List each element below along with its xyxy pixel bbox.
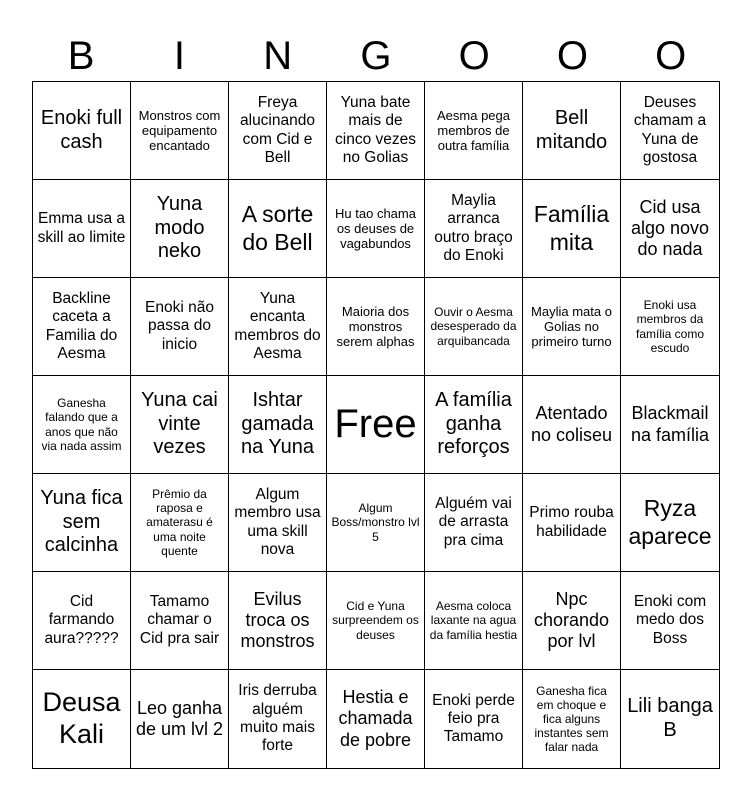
bingo-cell[interactable]: Ganesha fica em choque e fica alguns instantes sem falar nada [523,670,621,768]
header-letter: O [655,34,687,78]
bingo-cell[interactable]: Yuna fica sem calcinha [33,474,131,572]
header-letter: O [556,34,589,78]
bingo-cell[interactable]: Hu tao chama os deuses de vagabundos [327,180,425,278]
bingo-cell[interactable]: Evilus troca os monstros [229,572,327,670]
bingo-cell[interactable]: Cid usa algo novo do nada [621,180,719,278]
bingo-cell[interactable]: Algum Boss/monstro lvl 5 [327,474,425,572]
free-space-cell[interactable]: Free [327,376,425,474]
bingo-header [32,30,720,82]
bingo-cell[interactable]: Enoki perde feio pra Tamamo [425,670,523,768]
bingo-cell[interactable]: Tamamo chamar o Cid pra sair [131,572,229,670]
header-letter: B [67,34,95,78]
bingo-cell[interactable]: Yuna modo neko [131,180,229,278]
bingo-cell[interactable]: A sorte do Bell [229,180,327,278]
bingo-cell[interactable]: Hestia e chamada de pobre [327,670,425,768]
bingo-cell[interactable]: Leo ganha de um lvl 2 [131,670,229,768]
bingo-cell[interactable]: Prêmio da raposa e amaterasu é uma noite quente [131,474,229,572]
bingo-cell[interactable]: Enoki usa membros da família como escudo [621,278,719,376]
bingo-cell[interactable]: Freya alucinando com Cid e Bell [229,82,327,180]
bingo-cell[interactable]: Monstros com equipamento encantado [131,82,229,180]
bingo-cell[interactable]: Atentado no coliseu [523,376,621,474]
bingo-cell[interactable]: Maylia mata o Golias no primeiro turno [523,278,621,376]
bingo-cell[interactable]: Cid e Yuna surpreendem os deuses [327,572,425,670]
bingo-cell[interactable]: Ganesha falando que a anos que não via nada assim [33,376,131,474]
header-letter: N [263,34,293,78]
bingo-cell[interactable]: Npc chorando por lvl [523,572,621,670]
bingo-cell[interactable]: Blackmail na família [621,376,719,474]
bingo-cell[interactable]: Enoki full cash [33,82,131,180]
bingo-cell[interactable]: Deusa Kali [33,670,131,768]
bingo-cell[interactable]: Emma usa a skill ao limite [33,180,131,278]
bingo-cell[interactable]: Família mita [523,180,621,278]
header-letter: G [360,34,392,78]
bingo-cell[interactable]: Algum membro usa uma skill nova [229,474,327,572]
bingo-cell[interactable]: Enoki não passa do inicio [131,278,229,376]
bingo-cell[interactable]: Backline caceta a Familia do Aesma [33,278,131,376]
bingo-cell[interactable]: Ryza aparece [621,474,719,572]
bingo-cell[interactable]: Yuna bate mais de cinco vezes no Golias [327,82,425,180]
bingo-cell[interactable]: Aesma pega membros de outra família [425,82,523,180]
bingo-cell[interactable]: Primo rouba habilidade [523,474,621,572]
bingo-cell[interactable]: Bell mitando [523,82,621,180]
bingo-cell[interactable]: A família ganha reforços [425,376,523,474]
bingo-cell[interactable]: Yuna encanta membros do Aesma [229,278,327,376]
header-letter: O [458,34,490,78]
bingo-cell[interactable]: Maylia arranca outro braço do Enoki [425,180,523,278]
bingo-cell[interactable]: Enoki com medo dos Boss [621,572,719,670]
bingo-cell[interactable]: Yuna cai vinte vezes [131,376,229,474]
header-letter: I [173,34,185,78]
bingo-cell[interactable]: Deuses chamam a Yuna de gostosa [621,82,719,180]
bingo-cell[interactable]: Ouvir o Aesma desesperado da arquibancada [425,278,523,376]
bingo-cell[interactable]: Maioria dos monstros serem alphas [327,278,425,376]
bingo-cell[interactable]: Ishtar gamada na Yuna [229,376,327,474]
bingo-cell[interactable]: Alguém vai de arrasta pra cima [425,474,523,572]
bingo-cell[interactable]: Iris derruba alguém muito mais forte [229,670,327,768]
bingo-cell[interactable]: Lili banga B [627,695,713,741]
bingo-cell[interactable]: Aesma coloca laxante na agua da família hestia [425,572,523,670]
bingo-card-grid [32,81,720,769]
bingo-cell[interactable]: Cid farmando aura????? [33,572,131,670]
